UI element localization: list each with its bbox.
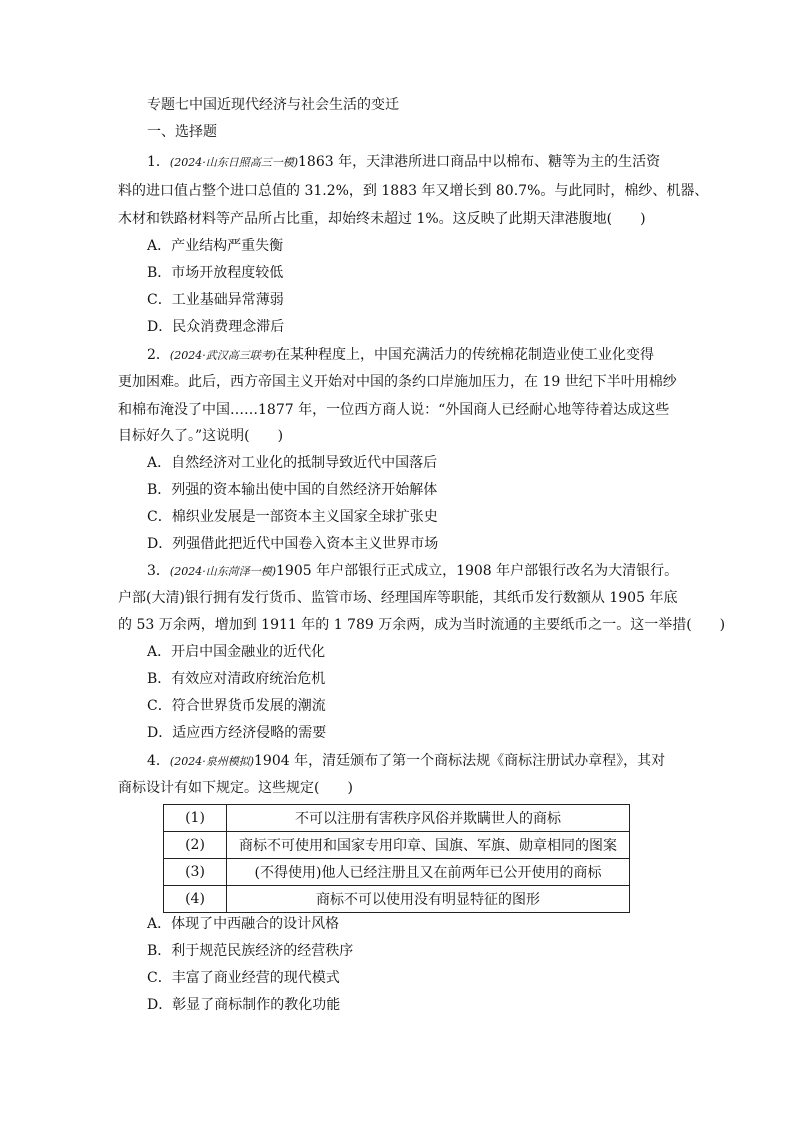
rule-text: 商标不可以使用没有明显特征的图形 [227,886,630,913]
question-2-line-1 [147,345,654,366]
question-2-line-3: 和棉布淹没了中国……1877 年，一位西方商人说：“外国商人已经耐心地等待着达成这些 [118,402,670,418]
question-text: 1904 年，清廷颁布了第一个商标法规《商标注册试办章程》，其对 [254,753,666,769]
question-text: 在某种程度上，中国充满活力的传统棉花制造业使工业化变得 [276,347,654,363]
question-4-line-2: 商标设计有如下规定。这些规定( ) [118,780,353,796]
question-2-line-4: 目标好久了。”这说明( ) [118,428,284,444]
rule-text: (不得使用)他人已经注册且又在前两年已公开使用的商标 [227,859,630,886]
question-4-option-c: C．丰富了商业经营的现代模式 [147,970,340,986]
section-heading: 一、选择题 [147,124,217,140]
question-2-option-a: A．自然经济对工业化的抵制导致近代中国落后 [147,455,438,471]
table-row [164,859,630,886]
question-2-option-c: C．棉织业发展是一部资本主义国家全球扩张史 [147,509,438,525]
rule-text: 不可以注册有害秩序风俗并欺瞒世人的商标 [227,805,630,832]
question-number: 1． [147,154,170,170]
question-number: 4． [147,753,170,769]
question-1-line-1 [147,152,660,173]
question-1-option-c: C．工业基础异常薄弱 [147,292,284,308]
question-2-option-d: D．列强借此把近代中国卷入资本主义世界市场 [147,536,439,552]
page-title: 专题七中国近现代经济与社会生活的变迁 [147,97,399,113]
question-3-line-3: 的 53 万余两，增加到 1911 年的 1 789 万余两，成为当时流通的主要纸币之一。这一举措( ) [118,617,726,633]
question-1-option-a: A．产业结构严重失衡 [147,238,284,254]
question-3-line-2: 户部(大清)银行拥有发行货币、监管市场、经理国库等职能，其纸币发行数额从 1905 年底 [118,590,678,606]
question-1-line-2: 料的进口值占整个进口总值的 31.2%，到 1883 年又增长到 80.7%。与此同时，棉纱、机器、 [118,183,709,199]
question-1-option-d: D．民众消费理念滞后 [147,319,285,335]
question-3-option-c: C．符合世界货币发展的潮流 [147,698,326,714]
question-3-option-b: B．有效应对清政府统治危机 [147,671,326,687]
question-4-option-b: B．利于规范民族经济的经营秩序 [147,943,354,959]
question-text: 1863 年，天津港所进口商品中以棉布、糖等为主的生活资 [298,154,661,170]
question-1-option-b: B．市场开放程度较低 [147,265,284,281]
question-number: 3． [147,563,170,579]
trademark-rules-table [163,804,630,913]
question-3-option-d: D．适应西方经济侵略的需要 [147,725,327,741]
question-1-line-3: 木材和铁路材料等产品所占比重，却始终未超过 1%。这反映了此期天津港腹地( ) [118,211,646,227]
question-2-line-2: 更加困难。此后，西方帝国主义开始对中国的条约口岸施加压力，在 19 世纪下半叶用棉纱 [118,374,677,390]
question-4-option-a: A．体现了中西融合的设计风格 [147,916,340,932]
question-text: 1905 年户部银行正式成立，1908 年户部银行改名为大清银行。 [276,563,679,579]
question-source: (2024·山东菏泽一模) [169,565,276,578]
question-number: 2． [147,347,170,363]
rule-number: (2) [164,832,227,859]
table-row [164,805,630,832]
question-4-line-1 [147,751,665,772]
question-source: (2024·山东日照高三一模) [169,156,298,169]
question-3-option-a: A．开启中国金融业的近代化 [147,644,326,660]
table-row [164,886,630,913]
rule-number: (1) [164,805,227,832]
rule-number: (3) [164,859,227,886]
question-4-option-d: D．彰显了商标制作的教化功能 [147,997,341,1013]
question-source: (2024·泉州模拟) [169,755,254,768]
rule-text: 商标不可使用和国家专用印章、国旗、军旗、勋章相同的图案 [227,832,630,859]
question-3-line-1 [147,561,678,582]
question-source: (2024·武汉高三联考) [169,349,276,362]
rule-number: (4) [164,886,227,913]
question-2-option-b: B．列强的资本输出使中国的自然经济开始解体 [147,482,438,498]
table-row [164,832,630,859]
